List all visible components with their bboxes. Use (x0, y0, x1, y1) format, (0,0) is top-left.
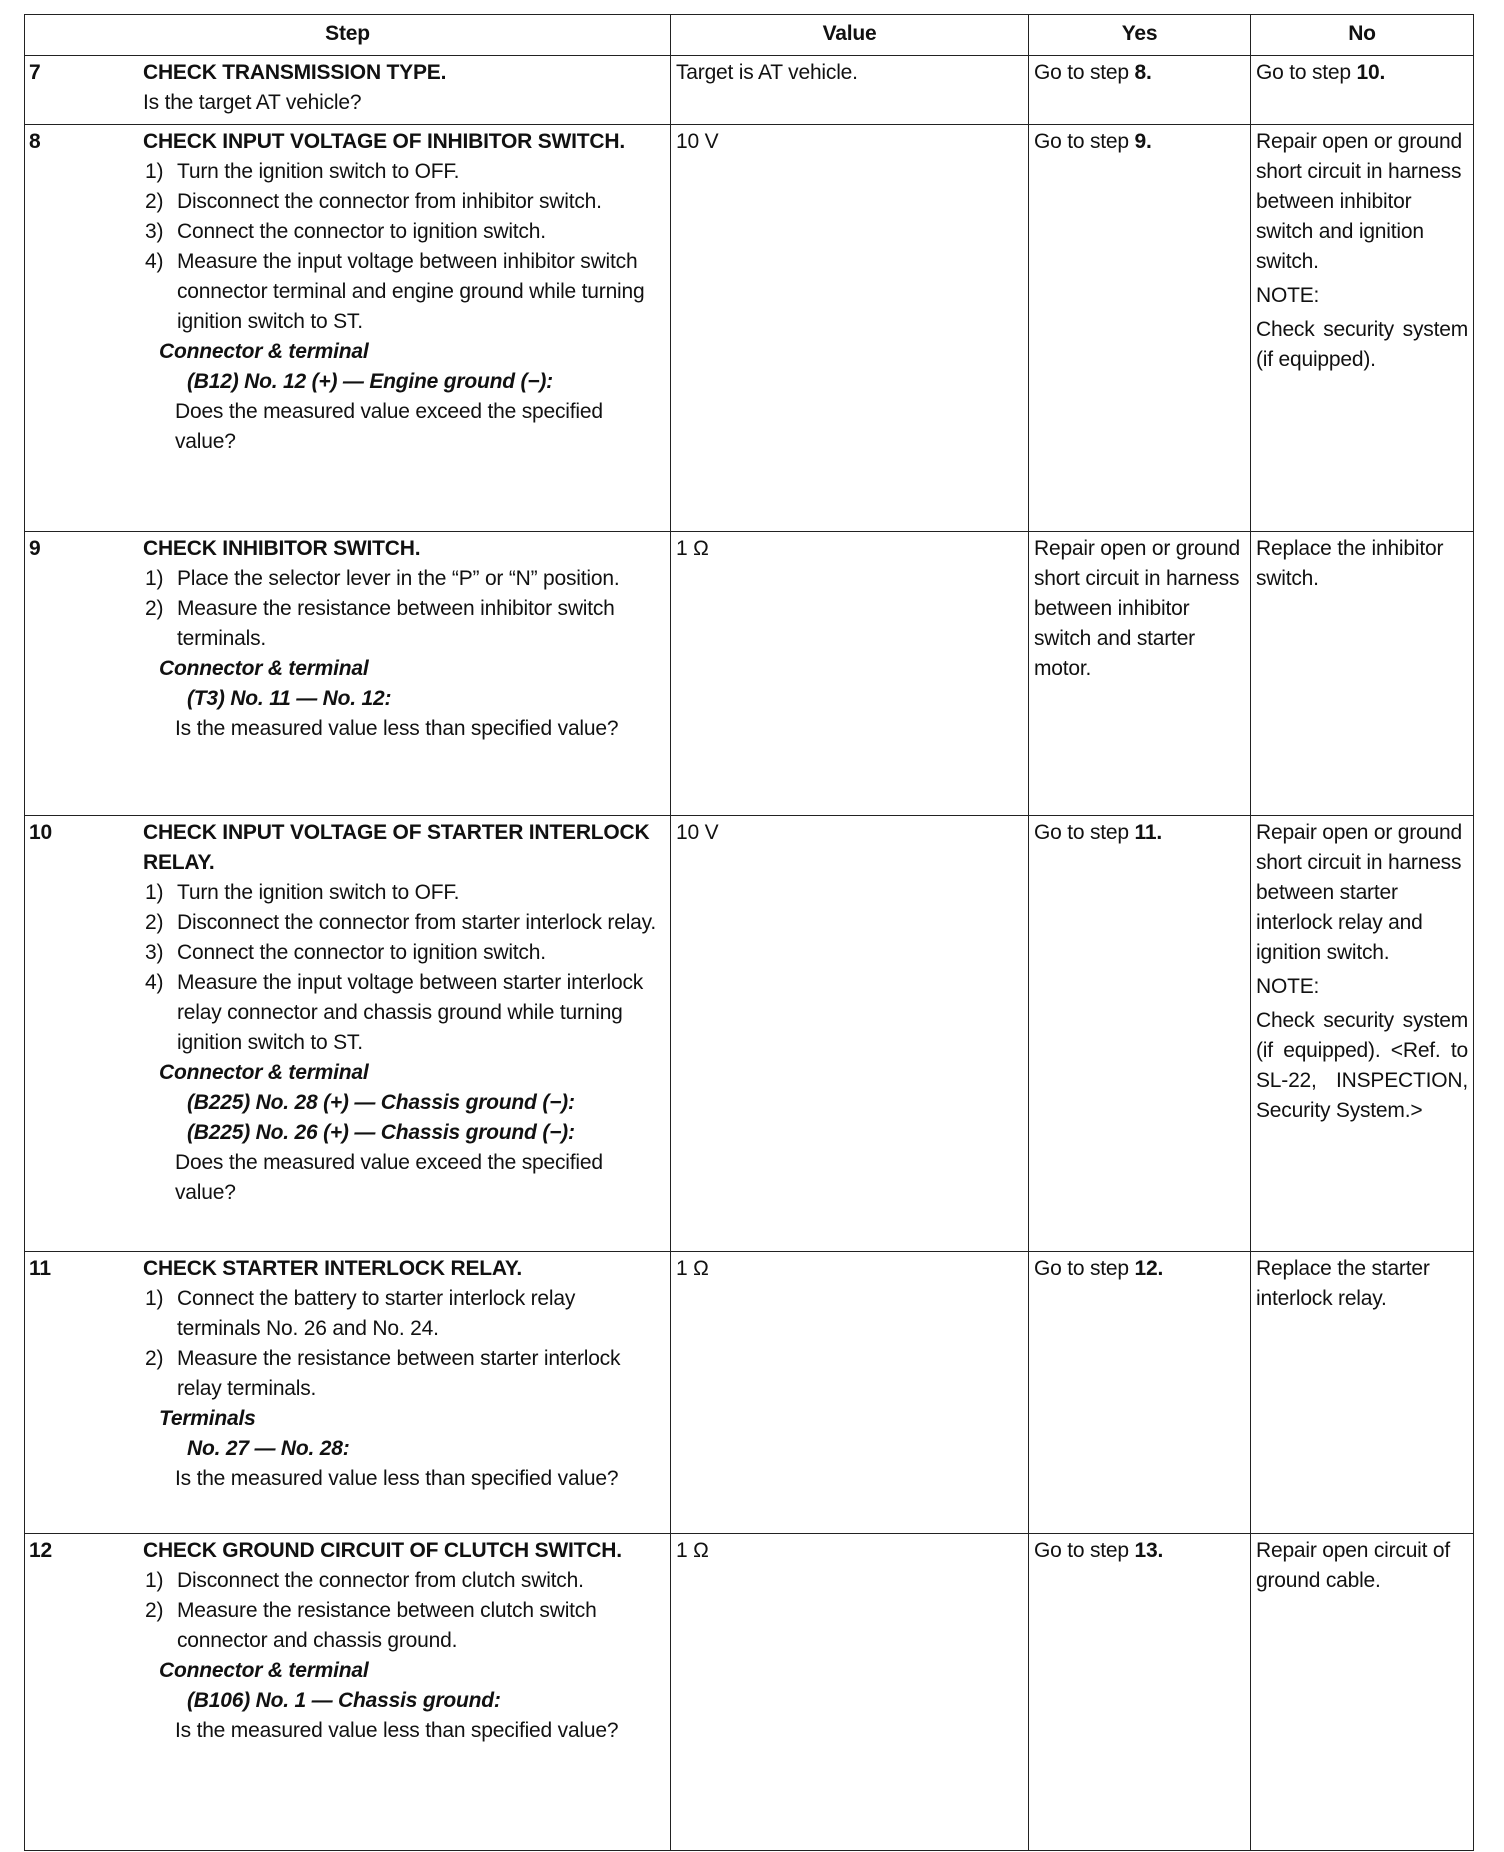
no-cell (1251, 532, 1474, 816)
item-text: Disconnect the connector from inhibitor switch. (177, 190, 602, 213)
value-cell: 10 V (671, 816, 1029, 1252)
procedure-item (143, 157, 661, 187)
yes-cell (1029, 1252, 1251, 1534)
item-number: 4) (145, 971, 164, 994)
procedure-item (143, 1566, 661, 1596)
step-content (143, 534, 665, 744)
yes-text: Repair open or ground short circuit in harness between inhibitor switch and starter motor. (1034, 537, 1240, 680)
yes-prefix: Go to step (1034, 61, 1135, 84)
step-question: Does the measured value exceed the specified value? (175, 1151, 603, 1204)
yes-cell (1029, 532, 1251, 816)
step-cell (25, 816, 671, 1252)
item-text: Measure the input voltage between starter interlock relay connector and chassis ground while turning ignition switch to ST. (177, 971, 644, 1054)
table-row (25, 56, 1474, 125)
yes-step-link: 9. (1134, 130, 1152, 153)
item-number: 2) (145, 1347, 164, 1370)
step-number: 8 (29, 130, 41, 153)
yes-cell (1029, 816, 1251, 1252)
step-title: CHECK INHIBITOR SWITCH. (143, 537, 421, 560)
step-content (143, 818, 665, 1208)
item-number: 1) (145, 881, 164, 904)
value-cell: 1 Ω (671, 1252, 1029, 1534)
table-row (25, 125, 1474, 532)
item-number: 1) (145, 1569, 164, 1592)
connector-label: Connector & terminal (159, 1061, 369, 1084)
item-text: Connect the connector to ignition switch. (177, 220, 546, 243)
table-row (25, 532, 1474, 816)
step-question: Is the measured value less than specified value? (175, 717, 619, 740)
step-number: 9 (29, 537, 41, 560)
procedure-item (143, 938, 661, 968)
value-cell: 1 Ω (671, 1534, 1029, 1851)
connector-label: Connector & terminal (159, 1659, 369, 1682)
step-question: Is the measured value less than specified value? (175, 1719, 619, 1742)
step-content (143, 58, 665, 118)
step-question: Is the measured value less than specified value? (175, 1467, 619, 1490)
connector-terminal: (B225) No. 26 (+) — Chassis ground (−): (187, 1121, 575, 1144)
note-text: Check security system (if equipped). (1256, 318, 1468, 371)
no-text: Replace the inhibitor switch. (1256, 537, 1444, 590)
procedure-item (143, 217, 661, 247)
item-number: 2) (145, 190, 164, 213)
step-number: 11 (29, 1257, 51, 1280)
no-prefix: Go to step (1256, 61, 1357, 84)
yes-step-link: 11. (1134, 821, 1162, 844)
value-cell: Target is AT vehicle. (671, 56, 1029, 125)
yes-step-link: 13. (1134, 1539, 1164, 1562)
procedure-item (143, 908, 661, 938)
step-question: Is the target AT vehicle? (143, 91, 362, 114)
header-yes: Yes (1029, 15, 1251, 56)
yes-prefix: Go to step (1034, 1257, 1135, 1280)
item-text: Measure the resistance between starter interlock relay terminals. (177, 1347, 621, 1400)
item-number: 2) (145, 597, 164, 620)
diagnostic-table (24, 14, 1474, 1851)
yes-cell (1029, 56, 1251, 125)
no-text: Repair open circuit of ground cable. (1256, 1539, 1451, 1592)
step-cell (25, 125, 671, 532)
procedure-item (143, 1284, 661, 1344)
item-number: 1) (145, 1287, 164, 1310)
item-number: 3) (145, 220, 164, 243)
table-row (25, 1534, 1474, 1851)
no-cell (1251, 816, 1474, 1252)
step-question: Does the measured value exceed the specified value? (175, 400, 603, 453)
connector-label: Connector & terminal (159, 657, 369, 680)
item-number: 4) (145, 250, 164, 273)
step-number: 7 (29, 61, 41, 84)
no-text: Repair open or ground short circuit in harness between inhibitor switch and ignition switch. (1256, 130, 1462, 273)
connector-label: Connector & terminal (159, 340, 369, 363)
table-row (25, 1252, 1474, 1534)
step-title: CHECK INPUT VOLTAGE OF INHIBITOR SWITCH. (143, 130, 625, 153)
header-value: Value (671, 15, 1029, 56)
item-number: 1) (145, 567, 164, 590)
step-number: 12 (29, 1539, 52, 1562)
item-text: Disconnect the connector from starter interlock relay. (177, 911, 657, 934)
connector-terminal: No. 27 — No. 28: (187, 1437, 350, 1460)
step-content (143, 127, 665, 457)
yes-prefix: Go to step (1034, 821, 1135, 844)
no-text: Replace the starter interlock relay. (1256, 1257, 1430, 1310)
step-title: CHECK INPUT VOLTAGE OF STARTER INTERLOCK RELAY. (143, 821, 650, 874)
no-text: Repair open or ground short circuit in harness between starter interlock relay and ignition switch. (1256, 821, 1462, 964)
item-text: Place the selector lever in the “P” or “N” position. (177, 567, 620, 590)
item-text: Turn the ignition switch to OFF. (177, 160, 460, 183)
no-step-link: 10. (1356, 61, 1386, 84)
item-number: 1) (145, 160, 164, 183)
header-step: Step (25, 15, 671, 56)
item-text: Connect the connector to ignition switch. (177, 941, 546, 964)
connector-terminal: (T3) No. 11 — No. 12: (187, 687, 392, 710)
yes-prefix: Go to step (1034, 130, 1135, 153)
no-cell (1251, 56, 1474, 125)
step-number: 10 (29, 821, 52, 844)
step-cell (25, 56, 671, 125)
item-number: 2) (145, 911, 164, 934)
item-text: Measure the resistance between inhibitor switch terminals. (177, 597, 615, 650)
note-label: NOTE: (1256, 975, 1320, 998)
no-cell (1251, 125, 1474, 532)
procedure-item (143, 1344, 661, 1404)
no-cell (1251, 1252, 1474, 1534)
item-text: Connect the battery to starter interlock relay terminals No. 26 and No. 24. (177, 1287, 576, 1340)
step-content (143, 1254, 665, 1494)
step-title: CHECK GROUND CIRCUIT OF CLUTCH SWITCH. (143, 1539, 622, 1562)
item-text: Measure the resistance between clutch switch connector and chassis ground. (177, 1599, 597, 1652)
yes-step-link: 12. (1134, 1257, 1164, 1280)
item-text: Disconnect the connector from clutch switch. (177, 1569, 584, 1592)
procedure-item (143, 594, 661, 654)
item-number: 2) (145, 1599, 164, 1622)
procedure-item (143, 247, 661, 337)
note-text: Check security system (if equipped). <Ref. to SL-22, INSPECTION, Security System.> (1256, 1009, 1468, 1122)
note-label: NOTE: (1256, 284, 1320, 307)
connector-terminal: (B106) No. 1 — Chassis ground: (187, 1689, 501, 1712)
procedure-item (143, 1596, 661, 1656)
value-cell: 10 V (671, 125, 1029, 532)
yes-prefix: Go to step (1034, 1539, 1135, 1562)
item-text: Measure the input voltage between inhibitor switch connector terminal and engine ground while turning ignition switch to ST. (177, 250, 645, 333)
value-cell: 1 Ω (671, 532, 1029, 816)
connector-terminal: (B12) No. 12 (+) — Engine ground (−): (187, 370, 553, 393)
item-number: 3) (145, 941, 164, 964)
step-title: CHECK STARTER INTERLOCK RELAY. (143, 1257, 523, 1280)
header-row (25, 15, 1474, 56)
step-cell (25, 1252, 671, 1534)
no-cell (1251, 1534, 1474, 1851)
procedure-item (143, 564, 661, 594)
yes-cell (1029, 1534, 1251, 1851)
step-content (143, 1536, 665, 1746)
table-row (25, 816, 1474, 1252)
step-title: CHECK TRANSMISSION TYPE. (143, 61, 447, 84)
connector-terminal: (B225) No. 28 (+) — Chassis ground (−): (187, 1091, 575, 1114)
procedure-item (143, 187, 661, 217)
procedure-item (143, 968, 661, 1058)
step-cell (25, 1534, 671, 1851)
header-no: No (1251, 15, 1474, 56)
item-text: Turn the ignition switch to OFF. (177, 881, 460, 904)
yes-step-link: 8. (1134, 61, 1152, 84)
step-cell (25, 532, 671, 816)
connector-label: Terminals (159, 1407, 256, 1430)
yes-cell (1029, 125, 1251, 532)
procedure-item (143, 878, 661, 908)
